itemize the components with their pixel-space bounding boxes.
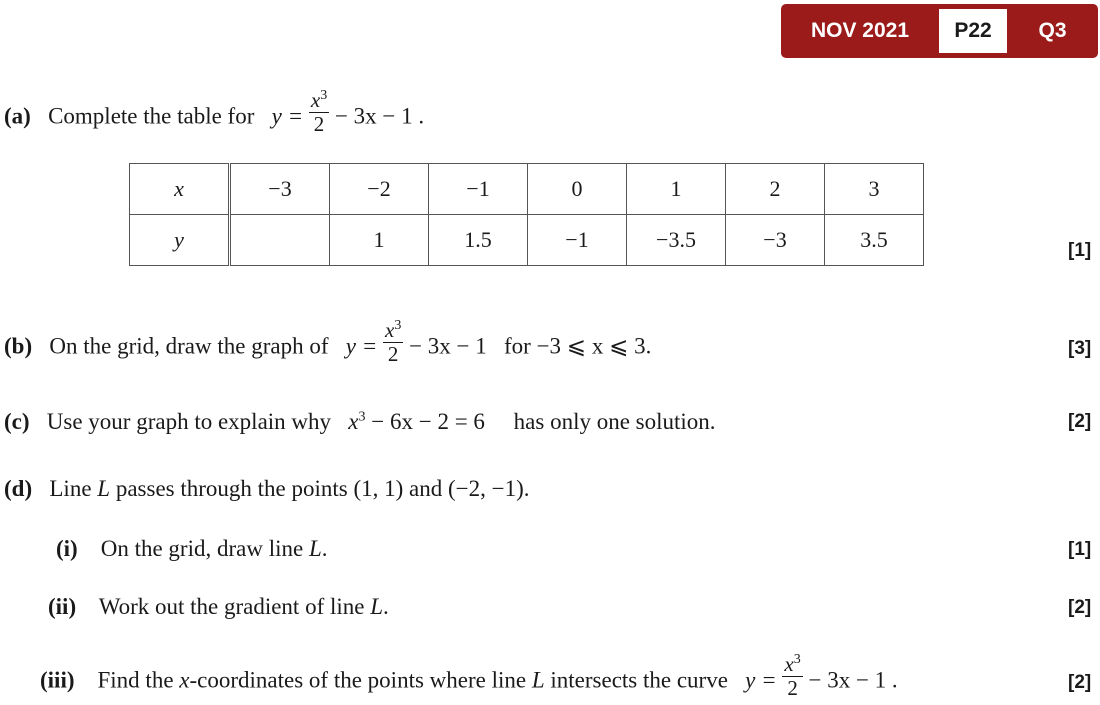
- part-d-iii-label: (iii): [40, 667, 75, 693]
- part-d-iii-text-post: intersects the curve: [550, 667, 728, 693]
- part-c-marks: [2]: [1068, 411, 1092, 432]
- question-label: Q3: [1038, 19, 1067, 42]
- part-a-label: (a): [4, 103, 31, 129]
- part-b-text: On the grid, draw the graph of: [49, 333, 329, 359]
- part-d-ii-text: Work out the gradient of line: [98, 594, 365, 619]
- value-table: [129, 163, 924, 266]
- part-d-i-period: .: [321, 536, 328, 561]
- part-d-i-line-name: L: [308, 536, 322, 561]
- table-header-y: y: [130, 215, 230, 266]
- part-c-eq-exp: 3: [358, 409, 366, 425]
- table-row-y: [130, 215, 924, 266]
- paper-label-box: [939, 9, 1007, 53]
- part-b-eq-rest: − 3x − 1: [409, 333, 487, 359]
- part-a-eq-y: y =: [271, 103, 304, 129]
- part-b-range: for −3 ⩽ x ⩽ 3.: [504, 333, 652, 359]
- table-cell: 1.5: [429, 215, 528, 266]
- exam-reference-badge: [781, 4, 1098, 58]
- part-d-label: (d): [4, 476, 33, 501]
- table-cell: −2: [330, 164, 429, 215]
- table-header-x: x: [130, 164, 230, 215]
- table-cell: 2: [726, 164, 825, 215]
- table-cell-blank[interactable]: [230, 215, 330, 266]
- part-a-frac-exp: 3: [320, 88, 328, 103]
- part-d-i-label: (i): [56, 536, 78, 561]
- part-b-eq-y: y =: [345, 333, 378, 359]
- part-d-iii-marks: [2]: [1068, 672, 1092, 693]
- session-label: NOV 2021: [810, 19, 910, 42]
- table-cell: −3: [726, 215, 825, 266]
- part-c-text: Use your graph to explain why: [46, 409, 332, 434]
- part-b-frac-exp: 3: [394, 318, 402, 333]
- part-d-iii-frac-num: x: [784, 652, 794, 676]
- table-cell: 1: [627, 164, 726, 215]
- part-d-text-post: passes through the points (1, 1) and (−2, −1).: [115, 476, 530, 501]
- table-cell: −3: [230, 164, 330, 215]
- part-a-text: Complete the table for: [48, 103, 255, 129]
- part-d-iii-fraction: [782, 653, 802, 699]
- part-d-iii-text-mid: -coordinates of the points where line: [189, 667, 527, 693]
- table-cell: −3.5: [627, 215, 726, 266]
- part-a-frac-num: x: [310, 88, 321, 112]
- part-b-frac-den: 2: [387, 342, 399, 366]
- part-d-i-marks: [1]: [1068, 539, 1092, 560]
- part-a-marks: [1]: [1068, 240, 1092, 261]
- part-a-eq-rest: − 3x − 1 .: [334, 103, 425, 129]
- part-d-question: [4, 476, 530, 502]
- part-d-iii-question: [40, 652, 898, 705]
- part-d-ii-label: (ii): [48, 594, 77, 619]
- part-d-iii-line-name: L: [531, 667, 545, 693]
- part-c-label: (c): [4, 409, 30, 434]
- table-cell: 3: [825, 164, 924, 215]
- part-d-ii-line-name: L: [370, 594, 384, 619]
- part-d-ii-question: [48, 594, 389, 620]
- table-cell: −1: [528, 215, 627, 266]
- part-d-line-name: L: [97, 476, 111, 501]
- part-a-fraction: [309, 89, 329, 135]
- part-d-iii-x-var: x: [179, 667, 190, 693]
- part-d-ii-period: .: [383, 594, 389, 619]
- table-cell: 0: [528, 164, 627, 215]
- part-c-tail: has only one solution.: [513, 409, 716, 434]
- part-d-i-text: On the grid, draw line: [100, 536, 304, 561]
- part-b-marks: [3]: [1068, 338, 1092, 359]
- part-b-label: (b): [4, 333, 33, 359]
- table-cell: 1: [330, 215, 429, 266]
- table-cell: −1: [429, 164, 528, 215]
- table-cell: 3.5: [825, 215, 924, 266]
- part-d-iii-text-pre: Find the: [97, 667, 174, 693]
- part-c-eq-x: x: [348, 409, 359, 434]
- table-row-x: [130, 164, 924, 215]
- part-d-i-question: [56, 536, 328, 562]
- part-d-iii-frac-den: 2: [787, 676, 798, 700]
- paper-label: P22: [954, 19, 992, 42]
- part-c-question: [4, 409, 716, 435]
- part-d-iii-eq-y: y =: [745, 667, 777, 693]
- part-d-ii-marks: [2]: [1068, 597, 1092, 618]
- part-a-question: [4, 88, 425, 141]
- part-b-frac-num: x: [384, 318, 395, 342]
- part-b-fraction: [383, 319, 403, 365]
- part-a-frac-den: 2: [313, 112, 325, 136]
- part-b-question: [4, 318, 652, 371]
- part-c-eq-rest: − 6x − 2 = 6: [365, 409, 485, 434]
- part-d-iii-eq-rest: − 3x − 1 .: [808, 667, 898, 693]
- part-d-text-pre: Line: [49, 476, 92, 501]
- part-d-iii-frac-exp: 3: [793, 652, 801, 667]
